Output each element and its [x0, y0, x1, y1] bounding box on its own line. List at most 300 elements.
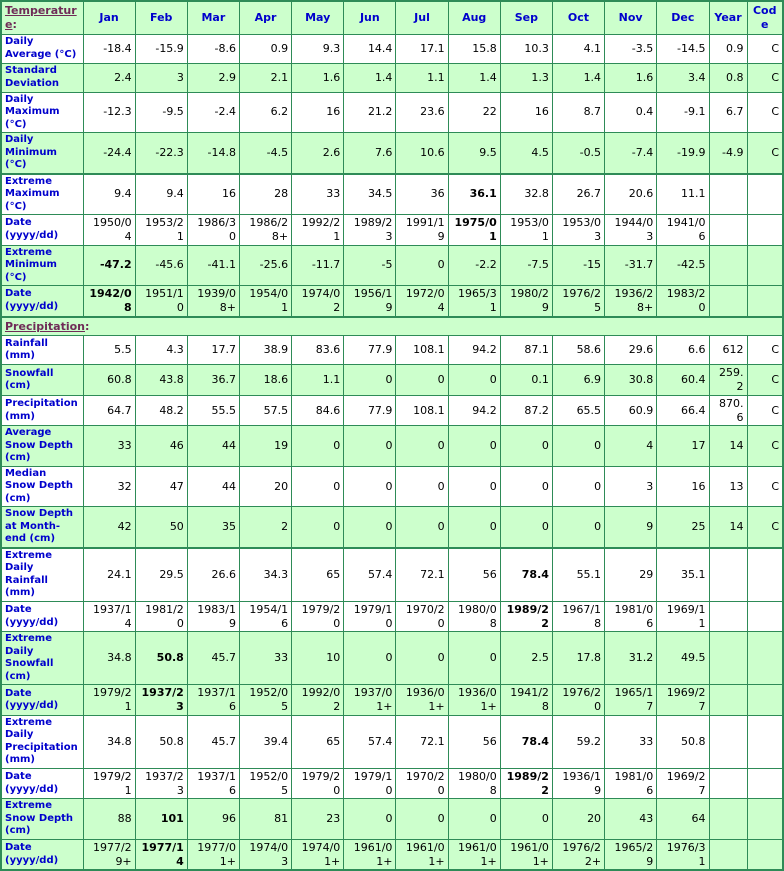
- table-row: [1, 215, 783, 246]
- value-cell: 1936/01+: [448, 685, 500, 716]
- row-label: Date (yyyy/dd): [1, 601, 83, 632]
- value-cell: 0: [344, 365, 396, 396]
- value-cell: 87.2: [500, 395, 552, 426]
- value-cell: 1.6: [605, 63, 657, 92]
- value-cell: 0: [344, 799, 396, 840]
- value-cell: 6.6: [657, 336, 709, 365]
- value-cell: -25.6: [239, 245, 291, 286]
- value-cell: 1961/01+: [500, 839, 552, 870]
- value-cell: -42.5: [657, 245, 709, 286]
- month-header-dec: Dec: [657, 1, 709, 34]
- value-cell: 34.8: [83, 715, 135, 768]
- value-cell: 0: [344, 507, 396, 548]
- code-cell: C: [747, 426, 783, 467]
- year-cell: [709, 799, 747, 840]
- value-cell: 17.1: [396, 34, 448, 63]
- year-cell: [709, 174, 747, 215]
- year-cell: 870.6: [709, 395, 747, 426]
- code-cell: C: [747, 63, 783, 92]
- value-cell: 43: [605, 799, 657, 840]
- value-cell: 57.4: [344, 548, 396, 602]
- code-header: Code: [747, 1, 783, 34]
- code-cell: [747, 799, 783, 840]
- table-row: [1, 685, 783, 716]
- value-cell: 29.5: [135, 548, 187, 602]
- value-cell: 10.3: [500, 34, 552, 63]
- value-cell: -12.3: [83, 92, 135, 133]
- value-cell: 1937/16: [187, 685, 239, 716]
- value-cell: 1941/06: [657, 215, 709, 246]
- value-cell: 24.1: [83, 548, 135, 602]
- value-cell: 0: [396, 507, 448, 548]
- month-header-nov: Nov: [605, 1, 657, 34]
- value-cell: -0.5: [552, 133, 604, 174]
- temperature-section-header: [1, 1, 83, 34]
- value-cell: 28: [239, 174, 291, 215]
- value-cell: 21.2: [344, 92, 396, 133]
- year-cell: 14: [709, 426, 747, 467]
- value-cell: 1961/01+: [448, 839, 500, 870]
- value-cell: 56: [448, 715, 500, 768]
- value-cell: 96: [187, 799, 239, 840]
- value-cell: 0: [448, 507, 500, 548]
- value-cell: 1937/14: [83, 601, 135, 632]
- value-cell: 0.1: [500, 365, 552, 396]
- code-cell: [747, 768, 783, 799]
- value-cell: 17: [657, 426, 709, 467]
- value-cell: 1983/20: [657, 286, 709, 317]
- value-cell: 1981/06: [605, 601, 657, 632]
- row-label: Extreme Daily Precipitation (mm): [1, 715, 83, 768]
- table-row: [1, 839, 783, 870]
- value-cell: 42: [83, 507, 135, 548]
- row-label: Extreme Minimum (°C): [1, 245, 83, 286]
- value-cell: 50.8: [135, 632, 187, 685]
- value-cell: 1956/19: [344, 286, 396, 317]
- table-row: [1, 133, 783, 174]
- value-cell: 59.2: [552, 715, 604, 768]
- value-cell: 43.8: [135, 365, 187, 396]
- value-cell: 1.3: [500, 63, 552, 92]
- value-cell: 1976/25: [552, 286, 604, 317]
- month-header-apr: Apr: [239, 1, 291, 34]
- value-cell: 4: [605, 426, 657, 467]
- value-cell: 1980/08: [448, 601, 500, 632]
- row-label: Extreme Maximum (°C): [1, 174, 83, 215]
- value-cell: 1977/14: [135, 839, 187, 870]
- value-cell: 0: [292, 466, 344, 507]
- value-cell: -4.5: [239, 133, 291, 174]
- code-cell: [747, 548, 783, 602]
- year-cell: [709, 286, 747, 317]
- table-body: [1, 34, 783, 870]
- value-cell: 31.2: [605, 632, 657, 685]
- value-cell: 20: [552, 799, 604, 840]
- value-cell: 1937/01+: [344, 685, 396, 716]
- value-cell: 2.6: [292, 133, 344, 174]
- value-cell: 1937/23: [135, 768, 187, 799]
- value-cell: 87.1: [500, 336, 552, 365]
- value-cell: 1944/03: [605, 215, 657, 246]
- value-cell: 57.5: [239, 395, 291, 426]
- code-cell: C: [747, 92, 783, 133]
- value-cell: 1936/19: [552, 768, 604, 799]
- row-label: Date (yyyy/dd): [1, 839, 83, 870]
- table-row: [1, 799, 783, 840]
- row-label: Extreme Daily Rainfall (mm): [1, 548, 83, 602]
- row-label: Date (yyyy/dd): [1, 286, 83, 317]
- year-cell: 612: [709, 336, 747, 365]
- value-cell: 50.8: [135, 715, 187, 768]
- value-cell: 9.5: [448, 133, 500, 174]
- code-cell: [747, 715, 783, 768]
- value-cell: 49.5: [657, 632, 709, 685]
- value-cell: -11.7: [292, 245, 344, 286]
- code-cell: [747, 839, 783, 870]
- table-row: [1, 365, 783, 396]
- value-cell: 94.2: [448, 336, 500, 365]
- value-cell: 1976/20: [552, 685, 604, 716]
- month-header-jul: Jul: [396, 1, 448, 34]
- table-row: [1, 286, 783, 317]
- value-cell: 66.4: [657, 395, 709, 426]
- table-row: [1, 768, 783, 799]
- value-cell: 1977/29+: [83, 839, 135, 870]
- value-cell: 72.1: [396, 548, 448, 602]
- value-cell: 22: [448, 92, 500, 133]
- value-cell: 16: [500, 92, 552, 133]
- value-cell: 50.8: [657, 715, 709, 768]
- value-cell: 33: [292, 174, 344, 215]
- row-label: Daily Average (°C): [1, 34, 83, 63]
- value-cell: -18.4: [83, 34, 135, 63]
- value-cell: 0: [292, 426, 344, 467]
- value-cell: 6.2: [239, 92, 291, 133]
- value-cell: 72.1: [396, 715, 448, 768]
- value-cell: 29.6: [605, 336, 657, 365]
- value-cell: 17.7: [187, 336, 239, 365]
- value-cell: 9: [605, 507, 657, 548]
- code-cell: [747, 685, 783, 716]
- value-cell: 16: [187, 174, 239, 215]
- value-cell: 1979/10: [344, 601, 396, 632]
- value-cell: 1970/20: [396, 601, 448, 632]
- value-cell: 20.6: [605, 174, 657, 215]
- value-cell: -41.1: [187, 245, 239, 286]
- value-cell: 78.4: [500, 548, 552, 602]
- table-row: [1, 92, 783, 133]
- value-cell: 33: [239, 632, 291, 685]
- value-cell: 1974/03: [239, 839, 291, 870]
- year-cell: 14: [709, 507, 747, 548]
- value-cell: 1950/04: [83, 215, 135, 246]
- value-cell: 2: [239, 507, 291, 548]
- year-cell: [709, 215, 747, 246]
- value-cell: 17.8: [552, 632, 604, 685]
- value-cell: 3: [135, 63, 187, 92]
- table-row: [1, 601, 783, 632]
- value-cell: 25: [657, 507, 709, 548]
- value-cell: 2.1: [239, 63, 291, 92]
- code-cell: [747, 286, 783, 317]
- code-cell: C: [747, 336, 783, 365]
- value-cell: -2.2: [448, 245, 500, 286]
- value-cell: 1986/28+: [239, 215, 291, 246]
- table-row: [1, 466, 783, 507]
- year-cell: 259.2: [709, 365, 747, 396]
- year-cell: [709, 768, 747, 799]
- value-cell: 1991/19: [396, 215, 448, 246]
- value-cell: 1980/08: [448, 768, 500, 799]
- value-cell: -14.5: [657, 34, 709, 63]
- row-label: Median Snow Depth (cm): [1, 466, 83, 507]
- table-row: [1, 34, 783, 63]
- value-cell: 1981/20: [135, 601, 187, 632]
- value-cell: 34.8: [83, 632, 135, 685]
- value-cell: 9.4: [83, 174, 135, 215]
- value-cell: -14.8: [187, 133, 239, 174]
- value-cell: 1942/08: [83, 286, 135, 317]
- value-cell: 38.9: [239, 336, 291, 365]
- value-cell: 0: [448, 799, 500, 840]
- value-cell: 0: [448, 365, 500, 396]
- precipitation-section-header: [1, 317, 783, 336]
- value-cell: 1974/01+: [292, 839, 344, 870]
- year-cell: 6.7: [709, 92, 747, 133]
- value-cell: 16: [657, 466, 709, 507]
- value-cell: -15: [552, 245, 604, 286]
- value-cell: 1969/11: [657, 601, 709, 632]
- temperature-link[interactable]: Temperature: [5, 4, 77, 31]
- value-cell: 18.6: [239, 365, 291, 396]
- value-cell: 0: [344, 426, 396, 467]
- value-cell: 34.3: [239, 548, 291, 602]
- year-cell: -4.9: [709, 133, 747, 174]
- value-cell: 65: [292, 715, 344, 768]
- value-cell: 1989/23: [344, 215, 396, 246]
- value-cell: 1.4: [448, 63, 500, 92]
- table-row: [1, 426, 783, 467]
- value-cell: 1979/20: [292, 601, 344, 632]
- value-cell: -3.5: [605, 34, 657, 63]
- value-cell: 77.9: [344, 395, 396, 426]
- table-row: [1, 336, 783, 365]
- value-cell: 1983/19: [187, 601, 239, 632]
- value-cell: 44: [187, 426, 239, 467]
- row-label: Date (yyyy/dd): [1, 215, 83, 246]
- value-cell: 33: [605, 715, 657, 768]
- value-cell: 0: [448, 632, 500, 685]
- value-cell: 56: [448, 548, 500, 602]
- value-cell: -9.5: [135, 92, 187, 133]
- precipitation-colon: :: [84, 319, 90, 333]
- value-cell: 83.6: [292, 336, 344, 365]
- value-cell: 1954/01: [239, 286, 291, 317]
- value-cell: 1952/05: [239, 768, 291, 799]
- value-cell: 0: [344, 632, 396, 685]
- year-cell: [709, 601, 747, 632]
- value-cell: -45.6: [135, 245, 187, 286]
- value-cell: 36.1: [448, 174, 500, 215]
- value-cell: 26.7: [552, 174, 604, 215]
- value-cell: 0: [552, 426, 604, 467]
- year-cell: [709, 685, 747, 716]
- row-label: Snowfall (cm): [1, 365, 83, 396]
- value-cell: 55.5: [187, 395, 239, 426]
- value-cell: 1969/27: [657, 768, 709, 799]
- table-row: [1, 395, 783, 426]
- value-cell: 58.6: [552, 336, 604, 365]
- value-cell: 1961/01+: [396, 839, 448, 870]
- value-cell: 29: [605, 548, 657, 602]
- value-cell: -2.4: [187, 92, 239, 133]
- month-header-mar: Mar: [187, 1, 239, 34]
- value-cell: 1.4: [344, 63, 396, 92]
- value-cell: 34.5: [344, 174, 396, 215]
- value-cell: 1979/21: [83, 685, 135, 716]
- month-header-jan: Jan: [83, 1, 135, 34]
- code-cell: [747, 601, 783, 632]
- value-cell: 26.6: [187, 548, 239, 602]
- value-cell: 1941/28: [500, 685, 552, 716]
- value-cell: 88: [83, 799, 135, 840]
- temperature-colon: :: [12, 17, 17, 31]
- value-cell: -9.1: [657, 92, 709, 133]
- value-cell: 1969/27: [657, 685, 709, 716]
- value-cell: 0: [396, 245, 448, 286]
- value-cell: 55.1: [552, 548, 604, 602]
- value-cell: 32: [83, 466, 135, 507]
- row-label: Extreme Snow Depth (cm): [1, 799, 83, 840]
- code-cell: C: [747, 466, 783, 507]
- value-cell: 0: [500, 507, 552, 548]
- value-cell: 0: [396, 365, 448, 396]
- row-label: Average Snow Depth (cm): [1, 426, 83, 467]
- value-cell: 108.1: [396, 336, 448, 365]
- value-cell: 39.4: [239, 715, 291, 768]
- year-cell: [709, 839, 747, 870]
- value-cell: 1.1: [292, 365, 344, 396]
- value-cell: 108.1: [396, 395, 448, 426]
- value-cell: -47.2: [83, 245, 135, 286]
- value-cell: 1977/01+: [187, 839, 239, 870]
- value-cell: 101: [135, 799, 187, 840]
- code-cell: [747, 245, 783, 286]
- value-cell: 2.4: [83, 63, 135, 92]
- value-cell: 4.1: [552, 34, 604, 63]
- year-cell: [709, 715, 747, 768]
- year-cell: 0.8: [709, 63, 747, 92]
- value-cell: 50: [135, 507, 187, 548]
- year-cell: [709, 245, 747, 286]
- value-cell: 1937/23: [135, 685, 187, 716]
- value-cell: 0: [292, 507, 344, 548]
- value-cell: 1976/31: [657, 839, 709, 870]
- table-row: [1, 174, 783, 215]
- code-cell: C: [747, 395, 783, 426]
- value-cell: 1976/22+: [552, 839, 604, 870]
- value-cell: 0: [448, 426, 500, 467]
- table-row: [1, 548, 783, 602]
- value-cell: 0: [552, 466, 604, 507]
- table-row: [1, 715, 783, 768]
- month-header-jun: Jun: [344, 1, 396, 34]
- value-cell: 1965/31: [448, 286, 500, 317]
- value-cell: 35.1: [657, 548, 709, 602]
- value-cell: 81: [239, 799, 291, 840]
- value-cell: 0: [396, 799, 448, 840]
- value-cell: 36.7: [187, 365, 239, 396]
- value-cell: 47: [135, 466, 187, 507]
- value-cell: 1981/06: [605, 768, 657, 799]
- code-cell: [747, 174, 783, 215]
- value-cell: 1975/01: [448, 215, 500, 246]
- value-cell: -7.5: [500, 245, 552, 286]
- value-cell: 1992/02: [292, 685, 344, 716]
- value-cell: 1972/04: [396, 286, 448, 317]
- value-cell: 1967/18: [552, 601, 604, 632]
- value-cell: 1979/20: [292, 768, 344, 799]
- value-cell: 1937/16: [187, 768, 239, 799]
- precipitation-link[interactable]: Precipitation: [5, 319, 85, 333]
- value-cell: 0: [396, 632, 448, 685]
- code-cell: C: [747, 133, 783, 174]
- row-label: Snow Depth at Month-end (cm): [1, 507, 83, 548]
- value-cell: -15.9: [135, 34, 187, 63]
- value-cell: -19.9: [657, 133, 709, 174]
- value-cell: 94.2: [448, 395, 500, 426]
- value-cell: 46: [135, 426, 187, 467]
- row-label: Daily Maximum (°C): [1, 92, 83, 133]
- value-cell: -8.6: [187, 34, 239, 63]
- value-cell: 1939/08+: [187, 286, 239, 317]
- value-cell: 84.6: [292, 395, 344, 426]
- value-cell: 0: [500, 426, 552, 467]
- value-cell: 1979/10: [344, 768, 396, 799]
- value-cell: 1965/29: [605, 839, 657, 870]
- value-cell: 78.4: [500, 715, 552, 768]
- value-cell: 1953/01: [500, 215, 552, 246]
- value-cell: 7.6: [344, 133, 396, 174]
- value-cell: 1986/30: [187, 215, 239, 246]
- value-cell: 3.4: [657, 63, 709, 92]
- value-cell: 1936/28+: [605, 286, 657, 317]
- value-cell: 1951/10: [135, 286, 187, 317]
- value-cell: 1980/29: [500, 286, 552, 317]
- month-header-may: May: [292, 1, 344, 34]
- value-cell: 45.7: [187, 632, 239, 685]
- table-row: [1, 632, 783, 685]
- value-cell: 9.3: [292, 34, 344, 63]
- table-row: [1, 63, 783, 92]
- value-cell: 2.9: [187, 63, 239, 92]
- row-label: Daily Minimum (°C): [1, 133, 83, 174]
- value-cell: 65: [292, 548, 344, 602]
- value-cell: 1.1: [396, 63, 448, 92]
- value-cell: -31.7: [605, 245, 657, 286]
- value-cell: 1953/03: [552, 215, 604, 246]
- value-cell: 20: [239, 466, 291, 507]
- value-cell: 11.1: [657, 174, 709, 215]
- value-cell: 64: [657, 799, 709, 840]
- value-cell: 33: [83, 426, 135, 467]
- value-cell: 19: [239, 426, 291, 467]
- value-cell: 1953/21: [135, 215, 187, 246]
- value-cell: 57.4: [344, 715, 396, 768]
- year-cell: 0.9: [709, 34, 747, 63]
- value-cell: 44: [187, 466, 239, 507]
- value-cell: -7.4: [605, 133, 657, 174]
